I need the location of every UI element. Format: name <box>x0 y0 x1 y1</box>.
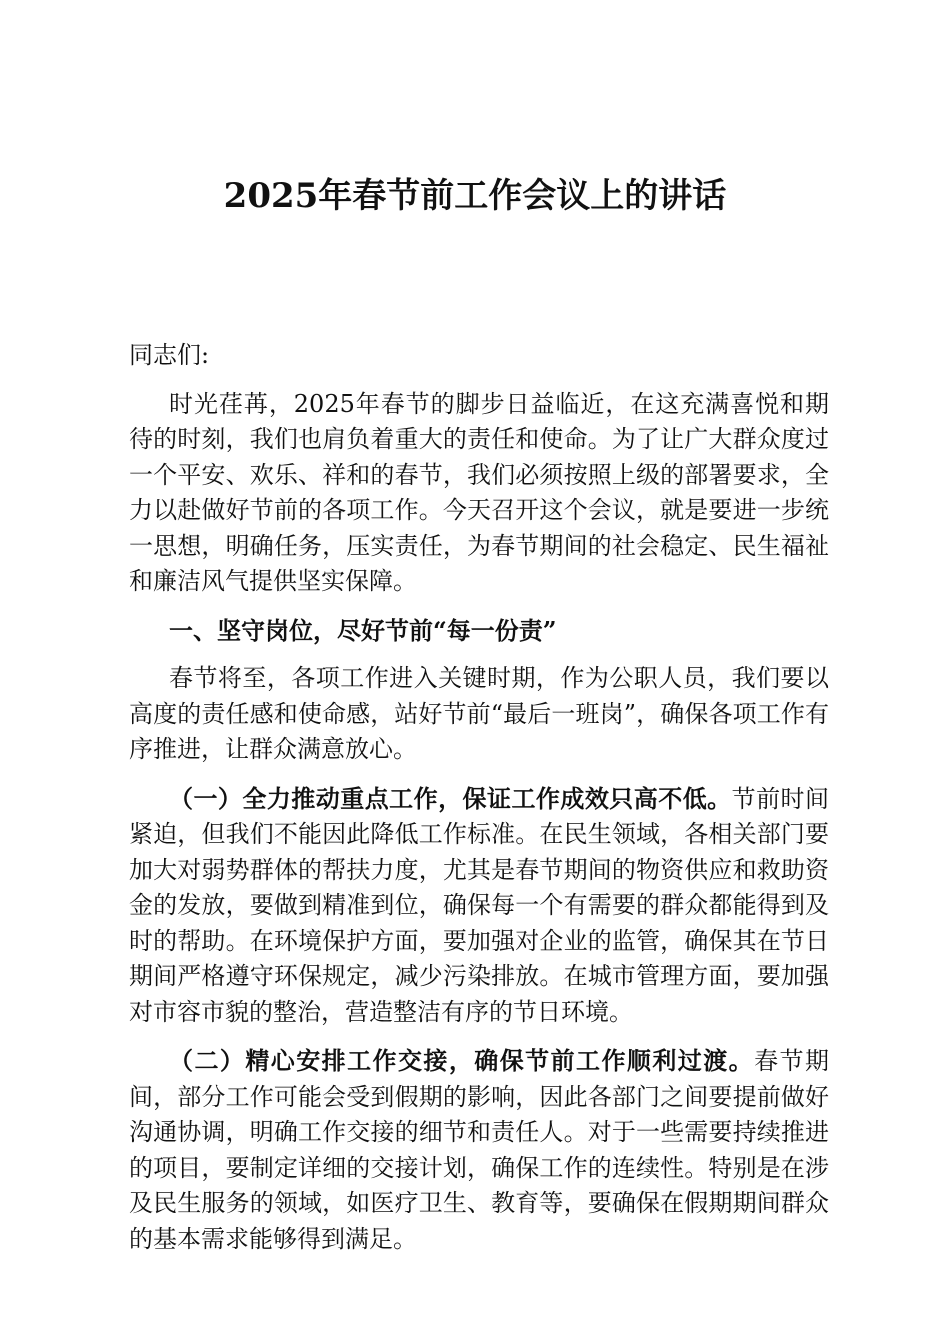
subsection-lead-1: （一）全力推动重点工作，保证工作成效只高不低。 <box>169 783 732 813</box>
document-title: 2025年春节前工作会议上的讲话 <box>223 176 727 216</box>
subsection-text-2: 春节期间，部分工作可能会受到假期的影响，因此各部门之间要提前做好沟通协调，明确工作交接的细节和责任人。对于一些需要持续推进的项目，要制定详细的交接计划，确保工作的连续性。特别是在涉及民生服务的领域，如医疗卫生、教育等，要确保在假期期间群众的基本需求能够得到满足。 <box>129 1047 830 1253</box>
section-heading-1: 一、坚守岗位，尽好节前“每一份责” <box>169 615 557 645</box>
salutation: 同志们: <box>129 341 210 369</box>
document-body <box>129 338 829 1257</box>
subsection-paragraph-1 <box>129 781 829 1031</box>
subsection-lead-2: （二）精心安排工作交接，确保节前工作顺利过渡。 <box>169 1046 755 1075</box>
intro-paragraph: 时光荏苒，2025年春节的脚步日益临近，在这充满喜悦和期待的时刻，我们也肩负着重大的责任和使命。为了让广大群众度过一个平安、欢乐、祥和的春节，我们必须按照上级的部署要求，全力以赴做好节前的各项工作。今天召开这个会议，就是要进一步统一思想，明确任务，压实责任，为春节期间的社会稳定、民生福祉和廉洁风气提供坚实保障。 <box>129 389 829 595</box>
section-intro-paragraph: 春节将至，各项工作进入关键时期，作为公职人员，我们要以高度的责任感和使命感，站好节前“最后一班岗”，确保各项工作有序推进，让群众满意放心。 <box>129 664 829 763</box>
subsection-paragraph-2 <box>129 1043 829 1257</box>
subsection-text-1: 节前时间紧迫，但我们不能因此降低工作标准。在民生领域，各相关部门要加大对弱势群体的帮扶力度，尤其是春节期间的物资供应和救助资金的发放，要做到精准到位，确保每一个有需要的群众都能得到及时的帮助。在环境保护方面，要加强对企业的监管，确保其在节日期间严格遵守环保规定，减少污染排放。在城市管理方面，要加强对市容市貌的整治，营造整洁有序的节日环境。 <box>129 784 830 1026</box>
